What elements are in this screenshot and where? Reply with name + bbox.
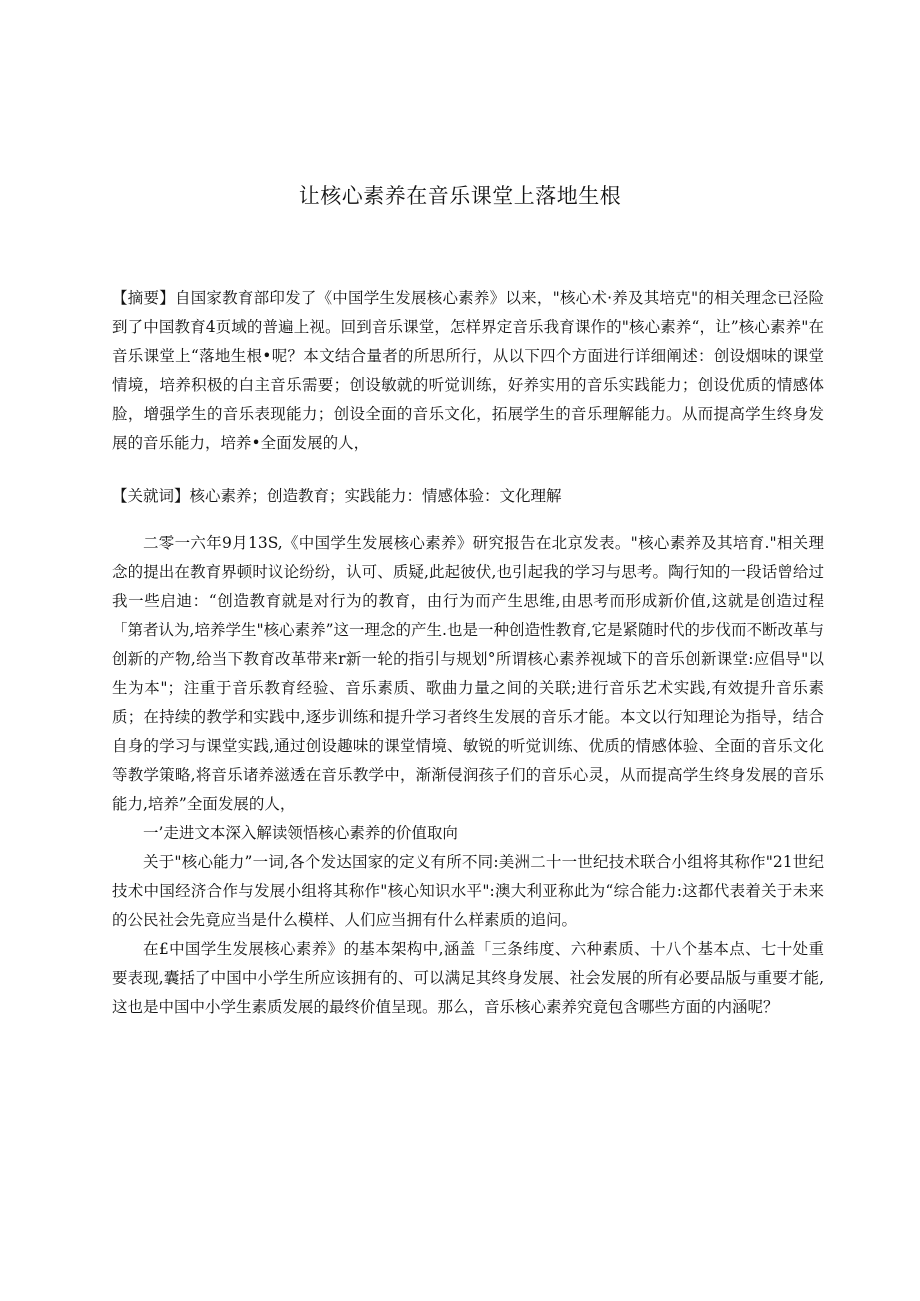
body-text xyxy=(112,529,824,1022)
keywords-section xyxy=(112,482,824,511)
body-paragraph: 关于"核心能力”一词,各个发达国家的定义有所不同:美洲二十一世纪技术联合小组将其称作"21世纪技术中国经济合作与发展小组将其称作"核心知识水平":澳大利亚称此为“综合能力:这都代表着关于未来的公民社会先竟应当是什么模样、人们应当拥有什么样素质的追问。 xyxy=(112,853,824,929)
keywords-text: 核心素养；创造教育；实践能力：情感体验：文化理解 xyxy=(189,487,562,505)
body-paragraph: 在£中国学生发展核心素养》的基本架构中,涵盖「三条纬度、六种素质、十八个基本点、七十处重要表现,囊括了中国中小学生所应该拥有的、可以满足其终身发展、社会发展的所有必要品版与重要才能,这也是中国中小学生素质发展的最终价值呈现。那么，音乐核心素养究竟包含哪些方面的内涵呢？ xyxy=(112,940,824,1016)
keywords-paragraph xyxy=(112,482,824,511)
abstract-paragraph xyxy=(112,284,824,458)
abstract-text: 自国家教育部印发了《中国学生发展核心素养》以来，"核心术·养及其培克"的相关理念已泾险到了中国教育4页域的普遍上视。回到音乐课堂，怎样界定音乐我育课作的"核心素养“，让”核心素养"在音乐课堂上“落地生根•呢？本文结合量者的所思所行，从以下四个方面进行详细阐述：创设烟味的课堂情境，培养积极的白主音乐需要；创设敏就的听觉训练，好养实用的音乐实践能力；创设优质的情感体脸，增强学生的音乐表现能力；创设全面的音乐文化，拓展学生的音乐理解能力。从而提高学生终身发展的音乐能力，培养•全面发展的人， xyxy=(112,289,824,452)
body-paragraph: 二零一六年9月13S,《中国学生发展核心素养》研究报告在北京发表。"核心素养及其培育."相关理念的提出在教育界顿时议论纷纷，认可、质疑,此起彼伏,也引起我的学习与思考。陶行知的一段话曾给过我一些启迪：“创造教育就是对行为的教育，由行为而产生思维,由思考而形成新价值,这就是创造过程「第者认为,培养学生"核心素养”这一理念的产生.也是一种创造性教育,它是紧随时代的步伐而不断改革与创新的产物,给当下教育改革带来r新一轮的指引与规划°所谓核心素养视域下的音乐创新课堂:应倡导"以生为本"；注重于音乐教育经验、音乐素质、歌曲力量之间的关联;进行音乐艺术实践,有效提升音乐素质；在持续的教学和实践中,逐步训练和提升学习者终生发展的音乐才能。本文以行知理论为指导，结合自身的学习与课堂实践,通过创设趣味的课堂情境、敏锐的听觉训练、优质的情感体验、全面的音乐文化等教学策略,将音乐诸养滋透在音乐教学中，渐渐侵润孩子们的音乐心灵，从而提高学生终身发展的音乐能力,培养”全面发展的人， xyxy=(112,534,824,813)
section-heading: 一’走进文本深入解读领悟核心素养的价值取向 xyxy=(143,824,458,842)
abstract-label: 【摘要】 xyxy=(112,289,175,307)
abstract-section xyxy=(112,284,824,458)
keywords-label: 【关就词】 xyxy=(112,487,190,505)
document-title: 让核心素养在音乐课堂上落地生根 xyxy=(298,184,622,208)
